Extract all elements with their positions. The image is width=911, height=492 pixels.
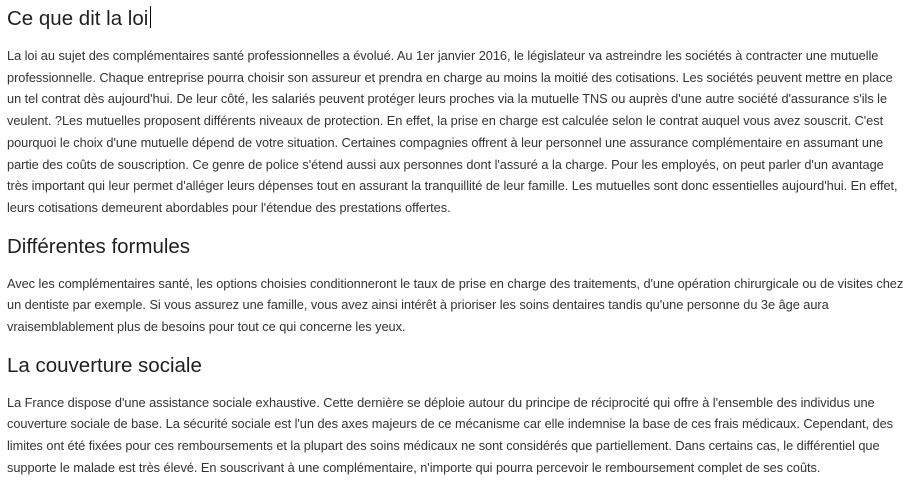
section-heading-formules: Différentes formules <box>7 234 191 258</box>
section-heading-loi <box>7 5 904 33</box>
text-cursor <box>150 6 151 28</box>
section-paragraph-loi: La loi au sujet des complémentaires santé professionnelles a évolué. Au 1er janvier 2016, le législateur va astreindre les sociétés à contracter une mutuelle professionnelle. Chaque entreprise pourra choisir son assureur et prendra en charge au moins la moitié des cotisations. Les sociétés peuvent mettre en place un tel contrat dès aujourd'hui. De leur côté, les salariés peuvent protéger leurs proches via la mutuelle TNS ou auprès d'une autre société d'assurance s'ils le veulent. ?Les mutuelles proposent différents niveaux de protection. En effet, la prise en charge est calculée selon le contrat auquel vous avez souscrit. C'est pourquoi le choix d'une mutuelle dépend de votre situation. Certaines compagnies offrent à leur personnel une assurance complémentaire en assumant une partie des coûts de souscription. Ce genre de police s'étend aussi aux personnes dont l'assuré a la charge. Pour les employés, on peut parler d'un avantage très important qui leur permet d'alléger leurs dépenses tout en assurant la tranquillité de leur famille. Les mutuelles sont donc essentielles aujourd'hui. En effet, leurs cotisations demeurent abordables pour l'étendue des prestations offertes. <box>7 48 898 215</box>
section-paragraph-couverture: La France dispose d'une assistance sociale exhaustive. Cette dernière se déploie autour du principe de réciprocité qui offre à l'ensemble des individus une couverture sociale de base. La sécurité sociale est l'un des axes majeurs de ce mécanisme car elle indemnise la base de ces frais médicaux. Cependant, des limites ont été fixées pour ces remboursements et la plupart des soins médicaux ne sont considérés que partiellement. Dans certains cas, le différentiel que supporte le malade est très élevé. En souscrivant à une complémentaire, n'importe qui pourra percevoir le remboursement complet de ses coûts. <box>7 394 894 475</box>
section-heading-text: Ce que dit la loi <box>7 7 149 30</box>
section-heading-couverture: La couverture sociale <box>7 353 202 377</box>
section-paragraph-formules: Avec les complémentaires santé, les options choisies conditionneront le taux de prise en charge des traitements, d'une opération chirurgicale ou de visites chez un dentiste par exemple. Si vous assurez une famille, vous avez ainsi intérêt à prioriser les soins dentaires tandis qu'une personne du 3e âge aura vraisemblablement plus de besoins pour tout ce qui concerne les yeux. <box>7 275 904 335</box>
article-body <box>7 0 904 479</box>
